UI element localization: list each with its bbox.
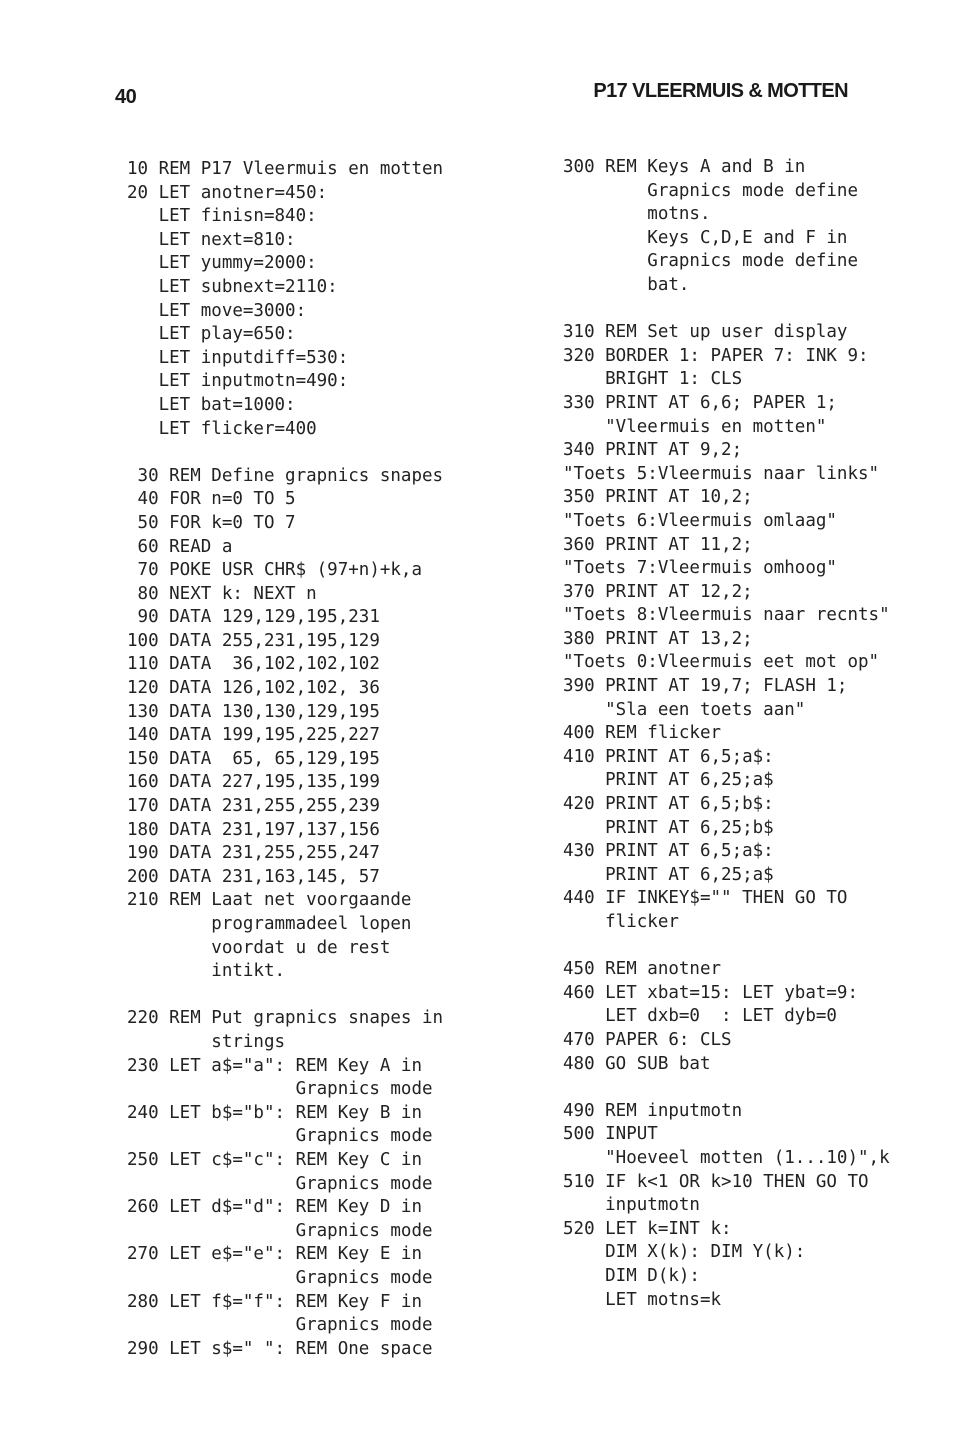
- code-line: DIM D(k):: [563, 1265, 700, 1286]
- code-line: 360 PRINT AT 11,2;: [563, 534, 753, 555]
- code-line: 90 DATA 129,129,195,231: [127, 607, 380, 628]
- code-line: LET next=810:: [127, 229, 296, 250]
- code-line: [127, 984, 443, 1008]
- code-line: 130 DATA 130,130,129,195: [127, 701, 380, 722]
- code-line: "Toets 6:Vleermuis omlaag": [563, 510, 837, 531]
- code-line: 450 REM anotner: [563, 959, 722, 980]
- code-line: 50 FOR k=0 TO 7: [127, 512, 296, 533]
- program-listing-left-column: [127, 158, 443, 1361]
- code-line: 70 POKE USR CHR$ (97+n)+k,a: [127, 560, 423, 581]
- code-line: LET dxb=0 : LET dyb=0: [563, 1006, 837, 1027]
- code-line: "Hoeveel motten (1...10)",k: [563, 1147, 890, 1168]
- code-line: LET bat=1000:: [127, 394, 296, 415]
- code-line: 380 PRINT AT 13,2;: [563, 628, 753, 649]
- code-line: 470 PAPER 6: CLS: [563, 1029, 732, 1050]
- code-line: 180 DATA 231,197,137,156: [127, 819, 380, 840]
- page-header-title: P17 VLEERMUIS & MOTTEN: [593, 80, 848, 102]
- code-line: [127, 441, 443, 465]
- code-line: BRIGHT 1: CLS: [563, 369, 743, 390]
- code-line: 420 PRINT AT 6,5;b$:: [563, 794, 774, 815]
- code-line: 20 LET anotner=450:: [127, 182, 328, 203]
- code-line: LET finisn=840:: [127, 206, 317, 227]
- code-line: [563, 298, 890, 322]
- code-line: Grapnics mode define: [563, 251, 859, 272]
- code-line: DIM X(k): DIM Y(k):: [563, 1242, 806, 1263]
- code-line: 430 PRINT AT 6,5;a$:: [563, 841, 774, 862]
- code-line: Grapnics mode define: [563, 180, 859, 201]
- code-line: inputmotn: [563, 1195, 700, 1216]
- code-line: [563, 1076, 890, 1100]
- code-line: 480 GO SUB bat: [563, 1053, 711, 1074]
- code-line: LET motns=k: [563, 1289, 722, 1310]
- code-line: 410 PRINT AT 6,5;a$:: [563, 746, 774, 767]
- code-line: 220 REM Put grapnics snapes in: [127, 1008, 444, 1029]
- code-line: LET subnext=2110:: [127, 276, 338, 297]
- code-line: 300 REM Keys A and B in: [563, 157, 806, 177]
- code-line: PRINT AT 6,25;a$: [563, 864, 774, 885]
- program-listing-right-column: [563, 156, 890, 1312]
- code-line: 230 LET a$="a": REM Key A in: [127, 1055, 423, 1076]
- code-line: 460 LET xbat=15: LET ybat=9:: [563, 982, 859, 1003]
- code-line: 310 REM Set up user display: [563, 322, 848, 343]
- code-line: PRINT AT 6,25;b$: [563, 817, 774, 838]
- code-line: 370 PRINT AT 12,2;: [563, 581, 753, 602]
- code-line: strings: [127, 1031, 286, 1052]
- code-line: "Vleermuis en motten": [563, 416, 827, 437]
- code-line: 10 REM P17 Vleermuis en motten: [127, 159, 444, 179]
- code-line: PRINT AT 6,25;a$: [563, 770, 774, 791]
- code-line: Grapnics mode: [127, 1079, 433, 1100]
- code-line: 40 FOR n=0 TO 5: [127, 489, 296, 510]
- code-line: 60 READ a: [127, 536, 233, 557]
- code-line: LET inputmotn=490:: [127, 371, 349, 392]
- code-line: "Toets 8:Vleermuis naar recnts": [563, 605, 890, 626]
- code-line: 400 REM flicker: [563, 723, 722, 744]
- code-line: 440 IF INKEY$="" THEN GO TO: [563, 888, 848, 909]
- code-line: 120 DATA 126,102,102, 36: [127, 678, 380, 699]
- code-line: 260 LET d$="d": REM Key D in: [127, 1197, 423, 1218]
- code-line: 290 LET s$=" ": REM One space: [127, 1338, 433, 1359]
- code-line: voordat u de rest: [127, 937, 391, 958]
- code-line: "Sla een toets aan": [563, 699, 806, 720]
- code-line: intikt.: [127, 961, 286, 982]
- code-line: LET move=3000:: [127, 300, 307, 321]
- code-line: 110 DATA 36,102,102,102: [127, 654, 380, 675]
- code-line: "Toets 0:Vleermuis eet mot op": [563, 652, 880, 673]
- code-line: 280 LET f$="f": REM Key F in: [127, 1291, 423, 1312]
- code-line: "Toets 5:Vleermuis naar links": [563, 463, 880, 484]
- code-line: 510 IF k<1 OR k>10 THEN GO TO: [563, 1171, 869, 1192]
- code-line: 240 LET b$="b": REM Key B in: [127, 1102, 423, 1123]
- code-line: 30 REM Define grapnics snapes: [127, 465, 444, 486]
- code-line: 200 DATA 231,163,145, 57: [127, 866, 380, 887]
- code-line: Grapnics mode: [127, 1267, 433, 1288]
- code-line: 160 DATA 227,195,135,199: [127, 772, 380, 793]
- code-line: Grapnics mode: [127, 1315, 433, 1336]
- code-line: 390 PRINT AT 19,7; FLASH 1;: [563, 676, 848, 697]
- code-line: 330 PRINT AT 6,6; PAPER 1;: [563, 392, 837, 413]
- code-line: Grapnics mode: [127, 1220, 433, 1241]
- code-line: 170 DATA 231,255,255,239: [127, 796, 380, 817]
- code-line: LET play=650:: [127, 324, 296, 345]
- code-line: Keys C,D,E and F in: [563, 227, 848, 248]
- code-line: 190 DATA 231,255,255,247: [127, 843, 380, 864]
- code-line: flicker: [563, 912, 679, 932]
- code-line: 350 PRINT AT 10,2;: [563, 487, 753, 508]
- code-line: bat.: [563, 274, 690, 295]
- code-line: 490 REM inputmotn: [563, 1100, 743, 1121]
- code-line: 340 PRINT AT 9,2;: [563, 440, 743, 461]
- code-line: "Toets 7:Vleermuis omhoog": [563, 558, 837, 579]
- code-line: 150 DATA 65, 65,129,195: [127, 748, 380, 769]
- code-line: 80 NEXT k: NEXT n: [127, 583, 317, 604]
- code-line: motns.: [563, 204, 711, 225]
- code-line: programmadeel lopen: [127, 914, 412, 934]
- code-line: 100 DATA 255,231,195,129: [127, 630, 380, 651]
- code-line: 270 LET e$="e": REM Key E in: [127, 1244, 423, 1265]
- code-line: 250 LET c$="c": REM Key C in: [127, 1149, 423, 1170]
- code-line: Grapnics mode: [127, 1126, 433, 1147]
- code-line: 210 REM Laat net voorgaande: [127, 890, 412, 911]
- code-line: LET yummy=2000:: [127, 253, 317, 274]
- code-line: [563, 935, 890, 959]
- code-line: LET inputdiff=530:: [127, 347, 349, 368]
- code-line: 520 LET k=INT k:: [563, 1218, 732, 1239]
- code-line: 140 DATA 199,195,225,227: [127, 725, 380, 746]
- page-number: 40: [115, 86, 137, 108]
- code-line: LET flicker=400: [127, 418, 317, 439]
- code-line: 500 INPUT: [563, 1124, 658, 1145]
- code-line: Grapnics mode: [127, 1173, 433, 1194]
- code-line: 320 BORDER 1: PAPER 7: INK 9:: [563, 345, 869, 366]
